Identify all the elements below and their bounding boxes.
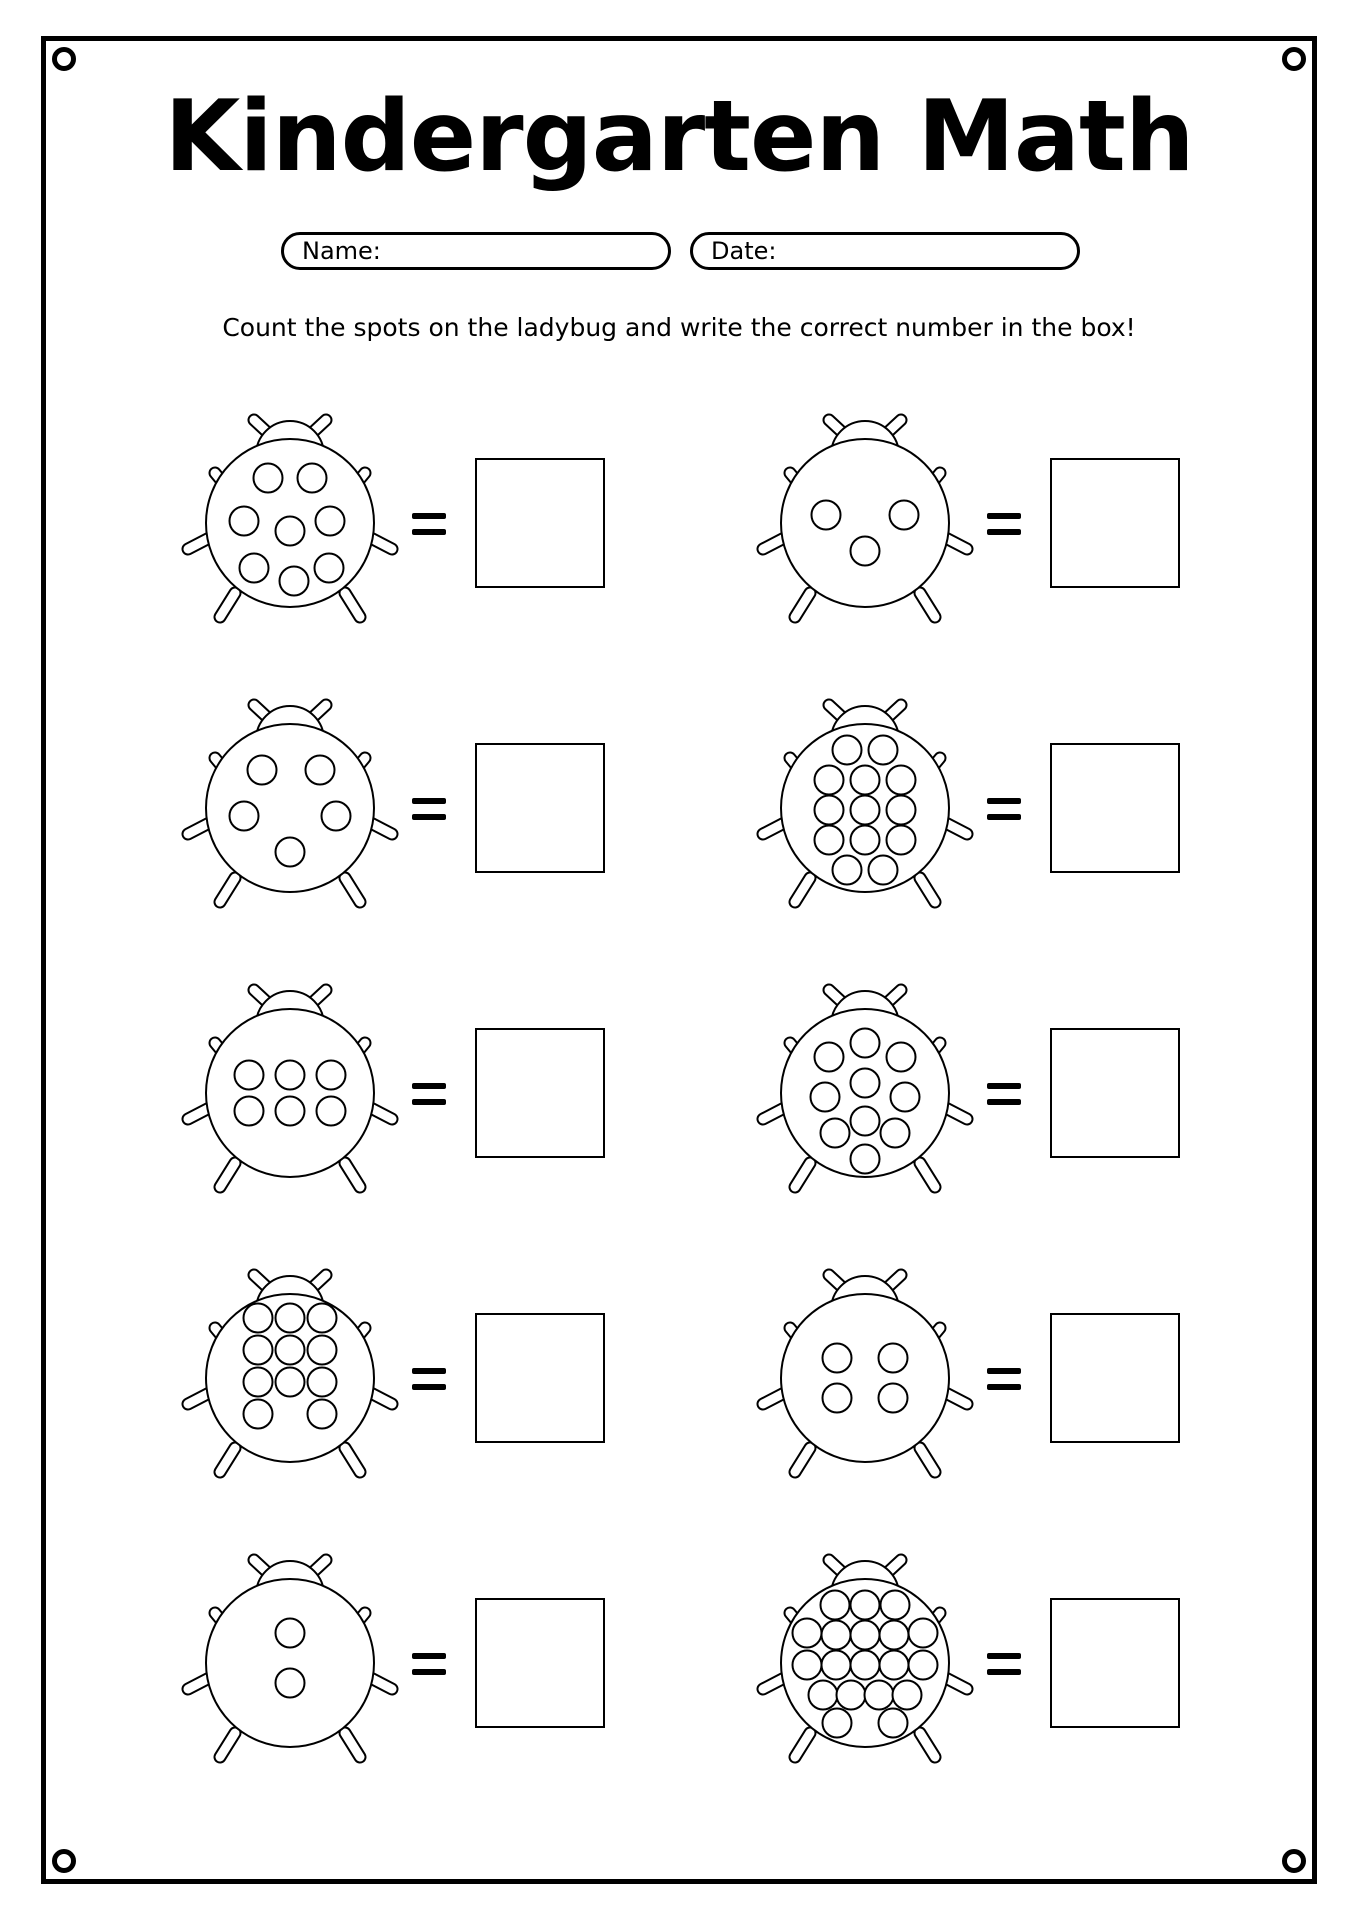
ladybug-spot (276, 1368, 305, 1397)
ladybug-spot (837, 1681, 866, 1710)
ladybug-spot (821, 1119, 850, 1148)
equals-sign (987, 798, 1021, 820)
ladybug-body (206, 1579, 374, 1747)
equals-sign (987, 513, 1021, 535)
ladybug-spot (815, 1043, 844, 1072)
ladybug-spot (276, 1336, 305, 1365)
ladybug-spot (306, 756, 335, 785)
ladybug-spot (887, 796, 916, 825)
ladybug-icon (755, 965, 975, 1195)
ladybug-icon (755, 1250, 975, 1480)
ladybug-spot (815, 826, 844, 855)
ladybug-spot (887, 826, 916, 855)
corner-grommet-icon (1282, 47, 1306, 71)
equals-sign (412, 1368, 446, 1390)
ladybug-spot (244, 1368, 273, 1397)
ladybug-spot (276, 1304, 305, 1333)
ladybug-spot (823, 1709, 852, 1738)
ladybug-spot (308, 1304, 337, 1333)
ladybug-spot (909, 1619, 938, 1648)
instructions: Count the spots on the ladybug and write the correct number in the box! (222, 313, 1136, 342)
ladybug-spot (833, 856, 862, 885)
ladybug-spot (851, 1621, 880, 1650)
equals-sign (412, 798, 446, 820)
answer-box[interactable] (475, 1028, 605, 1158)
ladybug-spot (887, 1043, 916, 1072)
ladybug-spot (315, 554, 344, 583)
ladybug-icon (180, 1250, 400, 1480)
answer-box[interactable] (1050, 458, 1180, 588)
ladybug-spot (815, 796, 844, 825)
ladybug-spot (887, 766, 916, 795)
ladybug-body (781, 1294, 949, 1462)
equals-sign (987, 1083, 1021, 1105)
ladybug-spot (280, 567, 309, 596)
ladybug-spot (812, 501, 841, 530)
ladybug-spot (890, 501, 919, 530)
name-field[interactable] (281, 232, 671, 270)
ladybug-spot (851, 1069, 880, 1098)
corner-grommet-icon (1282, 1849, 1306, 1873)
ladybug-spot (811, 1083, 840, 1112)
ladybug-spot (793, 1619, 822, 1648)
ladybug-spot (254, 464, 283, 493)
ladybug-spot (879, 1384, 908, 1413)
answer-box[interactable] (475, 743, 605, 873)
ladybug-spot (244, 1400, 273, 1429)
ladybug-spot (276, 1097, 305, 1126)
ladybug-spot (823, 1344, 852, 1373)
corner-grommet-icon (52, 47, 76, 71)
ladybug-spot (851, 1651, 880, 1680)
ladybug-spot (851, 1145, 880, 1174)
answer-box[interactable] (1050, 743, 1180, 873)
answer-box[interactable] (475, 458, 605, 588)
answer-box[interactable] (1050, 1598, 1180, 1728)
ladybug-spot (851, 766, 880, 795)
equals-sign (987, 1653, 1021, 1675)
answer-box[interactable] (475, 1313, 605, 1443)
ladybug-spot (865, 1681, 894, 1710)
ladybug-spot (276, 1619, 305, 1648)
ladybug-spot (893, 1681, 922, 1710)
ladybug-spot (881, 1119, 910, 1148)
ladybug-spot (879, 1344, 908, 1373)
ladybug-spot (298, 464, 327, 493)
equals-sign (412, 513, 446, 535)
ladybug-spot (851, 537, 880, 566)
ladybug-spot (869, 856, 898, 885)
ladybug-icon (180, 395, 400, 625)
ladybug-spot (821, 1591, 850, 1620)
ladybug-spot (322, 802, 351, 831)
ladybug-spot (809, 1681, 838, 1710)
ladybug-spot (879, 1709, 908, 1738)
ladybug-spot (308, 1368, 337, 1397)
ladybug-icon (180, 965, 400, 1195)
ladybug-spot (316, 507, 345, 536)
ladybug-spot (248, 756, 277, 785)
date-field[interactable] (690, 232, 1080, 270)
ladybug-icon (755, 680, 975, 910)
ladybug-spot (880, 1621, 909, 1650)
ladybug-icon (180, 1535, 400, 1765)
ladybug-spot (793, 1651, 822, 1680)
name-label: Name: (302, 237, 381, 265)
ladybug-spot (317, 1061, 346, 1090)
ladybug-spot (880, 1651, 909, 1680)
ladybug-spot (822, 1621, 851, 1650)
ladybug-spot (851, 1107, 880, 1136)
equals-sign (412, 1653, 446, 1675)
date-label: Date: (711, 237, 777, 265)
ladybug-spot (276, 1061, 305, 1090)
ladybug-spot (276, 838, 305, 867)
ladybug-spot (851, 1029, 880, 1058)
ladybug-spot (815, 766, 844, 795)
corner-grommet-icon (52, 1849, 76, 1873)
ladybug-body (781, 439, 949, 607)
ladybug-spot (822, 1651, 851, 1680)
answer-box[interactable] (1050, 1313, 1180, 1443)
ladybug-spot (881, 1591, 910, 1620)
ladybug-spot (244, 1336, 273, 1365)
ladybug-spot (308, 1400, 337, 1429)
ladybug-icon (180, 680, 400, 910)
ladybug-spot (235, 1061, 264, 1090)
ladybug-spot (230, 802, 259, 831)
ladybug-icon (755, 395, 975, 625)
answer-box[interactable] (1050, 1028, 1180, 1158)
ladybug-spot (891, 1083, 920, 1112)
ladybug-body (206, 1009, 374, 1177)
ladybug-spot (244, 1304, 273, 1333)
ladybug-spot (851, 1591, 880, 1620)
answer-box[interactable] (475, 1598, 605, 1728)
ladybug-spot (276, 517, 305, 546)
ladybug-spot (317, 1097, 346, 1126)
ladybug-icon (755, 1535, 975, 1765)
ladybug-spot (909, 1651, 938, 1680)
ladybug-spot (833, 736, 862, 765)
ladybug-spot (230, 507, 259, 536)
ladybug-spot (235, 1097, 264, 1126)
ladybug-spot (308, 1336, 337, 1365)
ladybug-spot (240, 554, 269, 583)
equals-sign (987, 1368, 1021, 1390)
equals-sign (412, 1083, 446, 1105)
ladybug-spot (823, 1384, 852, 1413)
ladybug-spot (851, 796, 880, 825)
page-title: Kindergarten Math (164, 80, 1194, 194)
ladybug-spot (851, 826, 880, 855)
ladybug-spot (276, 1669, 305, 1698)
ladybug-spot (869, 736, 898, 765)
